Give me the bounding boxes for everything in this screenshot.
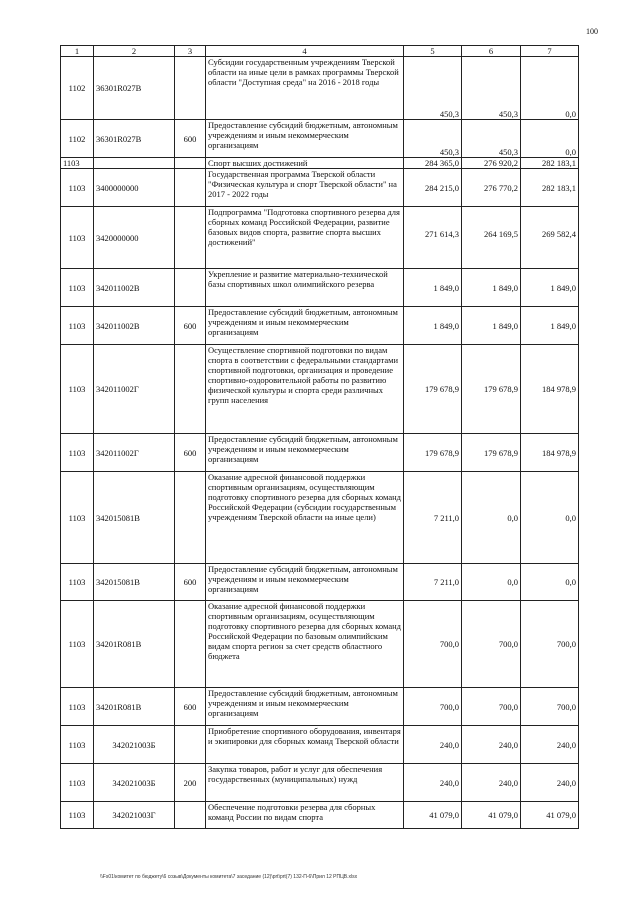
value-cell: 284 215,0 [404,169,462,207]
value-cell: 450,3 [404,57,462,120]
section-cell: 1103 [61,269,94,307]
table-row [61,802,579,829]
value-cell: 700,0 [404,688,462,726]
value-cell: 240,0 [462,764,521,802]
value-cell: 1 849,0 [521,269,579,307]
value-cell: 240,0 [404,726,462,764]
description-cell: Закупка товаров, работ и услуг для обеспечения государственных (муниципальных) нужд [206,764,404,802]
value-cell: 179 678,9 [404,345,462,434]
expense-type-cell [175,158,206,169]
column-header: 4 [206,46,404,57]
budget-table [60,45,579,829]
value-cell: 700,0 [462,601,521,688]
value-cell: 450,3 [404,120,462,158]
description-cell: Предоставление субсидий бюджетным, автономным учреждениям и иным некоммерческим организациям [206,688,404,726]
description-cell: Предоставление субсидий бюджетным, автономным учреждениям и иным некоммерческим организациям [206,434,404,472]
description-cell: Подпрограмма "Подготовка спортивного резерва для сборных команд Российской Федерации, развитие базовых видов спорта, развитие спорта высших достижений" [206,207,404,269]
header-row [61,46,579,57]
section-cell: 1103 [61,345,94,434]
column-header: 7 [521,46,579,57]
expense-type-cell [175,802,206,829]
value-cell: 1 849,0 [462,307,521,345]
table-row [61,345,579,434]
value-cell: 700,0 [521,688,579,726]
table-row [61,726,579,764]
target-code-cell: 342015081В [94,564,175,601]
section-cell: 1103 [61,802,94,829]
target-code-cell: 342011002В [94,269,175,307]
value-cell: 700,0 [462,688,521,726]
value-cell: 1 849,0 [404,307,462,345]
expense-type-cell [175,345,206,434]
description-cell: Спорт высших достижений [206,158,404,169]
description-cell: Предоставление субсидий бюджетным, автономным учреждениям и иным некоммерческим организациям [206,307,404,345]
section-cell: 1103 [61,601,94,688]
expense-type-cell [175,207,206,269]
value-cell: 240,0 [462,726,521,764]
expense-type-cell [175,169,206,207]
description-cell: Приобретение спортивного оборудования, инвентаря и экипировки для сборных команд Тверской области [206,726,404,764]
expense-type-cell [175,726,206,764]
target-code-cell [94,158,175,169]
section-cell: 1102 [61,120,94,158]
value-cell: 7 211,0 [404,472,462,564]
value-cell: 282 183,1 [521,158,579,169]
target-code-cell: 34201R081В [94,601,175,688]
expense-type-cell: 200 [175,764,206,802]
value-cell: 1 849,0 [462,269,521,307]
table-row [61,158,579,169]
table-row [61,434,579,472]
column-header: 6 [462,46,521,57]
section-cell: 1103 [61,158,94,169]
value-cell: 0,0 [462,564,521,601]
value-cell: 179 678,9 [462,434,521,472]
section-cell: 1103 [61,472,94,564]
table-row [61,57,579,120]
description-cell: Предоставление субсидий бюджетным, автономным учреждениям и иным некоммерческим организациям [206,120,404,158]
section-cell: 1103 [61,726,94,764]
value-cell: 276 770,2 [462,169,521,207]
value-cell: 0,0 [462,472,521,564]
table-row [61,688,579,726]
target-code-cell: 34201R081В [94,688,175,726]
value-cell: 0,0 [521,120,579,158]
table-row [61,120,579,158]
section-cell: 1103 [61,564,94,601]
table-row [61,307,579,345]
value-cell: 240,0 [521,764,579,802]
description-cell: Предоставление субсидий бюджетным, автономным учреждениям и иным некоммерческим организациям [206,564,404,601]
value-cell: 184 978,9 [521,345,579,434]
description-cell: Оказание адресной финансовой поддержки спортивным организациям, осуществляющим подготовку спортивного резерва для сборных команд Российской Федерации (субсидии государственным учреждениям Тверской области на иные цели) [206,472,404,564]
table-row [61,764,579,802]
section-cell: 1103 [61,764,94,802]
description-cell: Государственная программа Тверской области "Физическая культура и спорт Тверской области" на 2017 - 2022 годы [206,169,404,207]
target-code-cell: 342011002Г [94,345,175,434]
value-cell: 1 849,0 [404,269,462,307]
target-code-cell: 342015081В [94,472,175,564]
value-cell: 450,3 [462,57,521,120]
value-cell: 700,0 [404,601,462,688]
section-cell: 1103 [61,207,94,269]
description-cell: Обеспечение подготовки резерва для сборных команд России по видам спорта [206,802,404,829]
value-cell: 1 849,0 [521,307,579,345]
expense-type-cell: 600 [175,564,206,601]
value-cell: 41 079,0 [462,802,521,829]
target-code-cell: 342021003Г [94,802,175,829]
column-header: 1 [61,46,94,57]
expense-type-cell [175,269,206,307]
target-code-cell: 342021003Б [94,764,175,802]
section-cell: 1102 [61,57,94,120]
description-cell: Субсидии государственным учреждениям Тверской области на иные цели в рамках программы Тверской области "Доступная среда" на 2016 - 2018 годы [206,57,404,120]
value-cell: 41 079,0 [521,802,579,829]
table-row [61,564,579,601]
value-cell: 240,0 [521,726,579,764]
table-row [61,269,579,307]
column-header: 3 [175,46,206,57]
expense-type-cell [175,57,206,120]
value-cell: 264 169,5 [462,207,521,269]
value-cell: 269 582,4 [521,207,579,269]
expense-type-cell: 600 [175,120,206,158]
value-cell: 0,0 [521,57,579,120]
value-cell: 41 079,0 [404,802,462,829]
description-cell: Оказание адресной финансовой поддержки спортивным организациям, осуществляющим подготовку спортивного резерва для сборных команд Российской Федерации по базовым олимпийским видам спорта регион за счет средств областного бюджета [206,601,404,688]
value-cell: 179 678,9 [404,434,462,472]
target-code-cell: 36301R027В [94,120,175,158]
description-cell: Укрепление и развитие материально-технической базы спортивных школ олимпийского резерва [206,269,404,307]
section-cell: 1103 [61,688,94,726]
expense-type-cell [175,601,206,688]
target-code-cell: 342021003Б [94,726,175,764]
expense-type-cell [175,472,206,564]
column-header: 2 [94,46,175,57]
value-cell: 0,0 [521,472,579,564]
value-cell: 700,0 [521,601,579,688]
page-number: 100 [586,27,598,36]
description-cell: Осуществление спортивной подготовки по видам спорта в соответствии с федеральными стандартами спортивной подготовки, организация и проведение спортивно-оздоровительной работы по развитию физической культуры и спорта среди различных групп населения [206,345,404,434]
table-row [61,169,579,207]
table-row [61,472,579,564]
expense-type-cell: 600 [175,688,206,726]
file-path-footer: \\Fs01\комитет по бюджету\6 созыв\Документы комитета\7 заседание (12)\prt\prt(7) 132-П-6\Прил 12 РПЦВ.xlsx [100,874,358,880]
value-cell: 179 678,9 [462,345,521,434]
value-cell: 7 211,0 [404,564,462,601]
section-cell: 1103 [61,307,94,345]
expense-type-cell: 600 [175,434,206,472]
value-cell: 0,0 [521,564,579,601]
target-code-cell: 36301R027В [94,57,175,120]
section-cell: 1103 [61,169,94,207]
table-row [61,601,579,688]
expense-type-cell: 600 [175,307,206,345]
value-cell: 450,3 [462,120,521,158]
value-cell: 240,0 [404,764,462,802]
value-cell: 284 365,0 [404,158,462,169]
value-cell: 282 183,1 [521,169,579,207]
value-cell: 276 920,2 [462,158,521,169]
target-code-cell: 342011002В [94,307,175,345]
target-code-cell: 342011002Г [94,434,175,472]
value-cell: 271 614,3 [404,207,462,269]
table-row [61,207,579,269]
value-cell: 184 978,9 [521,434,579,472]
target-code-cell: 3400000000 [94,169,175,207]
target-code-cell: 3420000000 [94,207,175,269]
section-cell: 1103 [61,434,94,472]
column-header: 5 [404,46,462,57]
